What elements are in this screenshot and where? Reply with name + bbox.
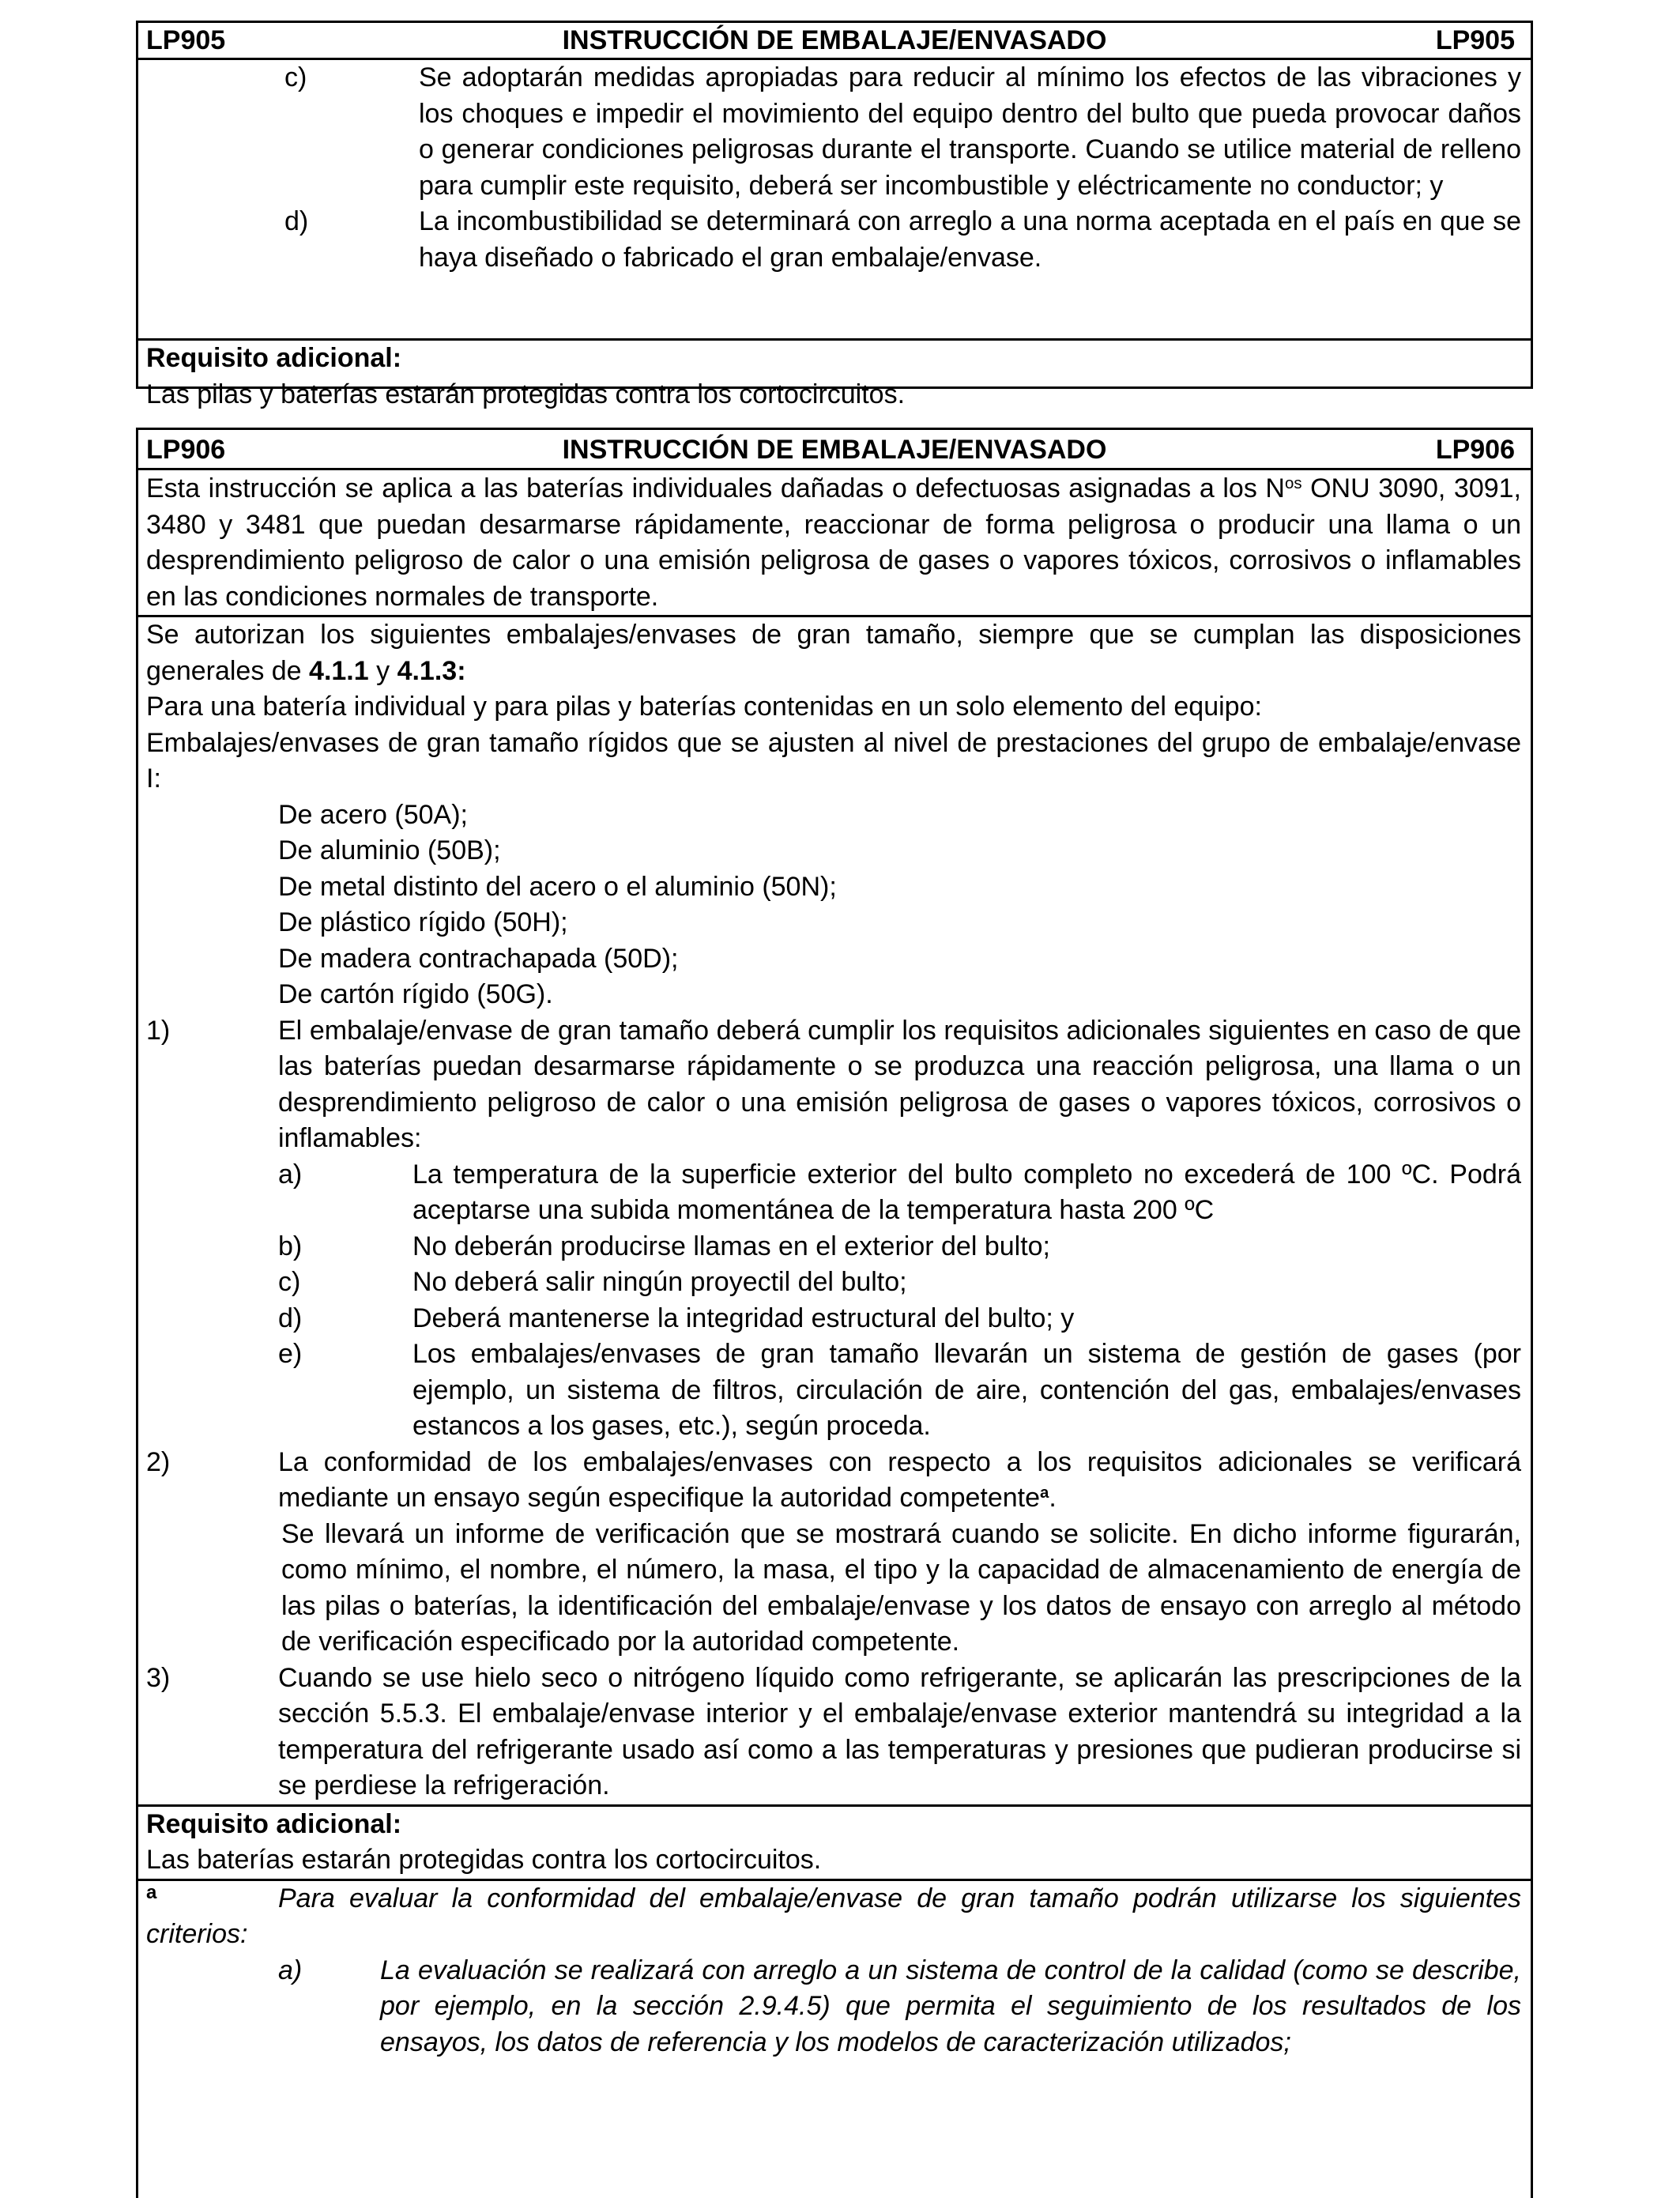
lp905-code-right: LP905: [1435, 25, 1515, 55]
lp906-intro-b: ONU 3090, 3091, 3480 y 3481 que puedan desarmarse rápidamente, reaccionar de forma peligrosa o producir una llama o un desprendimiento peligroso de calor o una emisión peligrosa de gases o vapores tóxicos, corrosivos o inflamables en las condiciones normales de transporte.: [146, 473, 1521, 612]
lp906-req1-d-text: Deberá mantenerse la integridad estructural del bulto; y: [412, 1303, 1075, 1333]
lp905-item-d-text: La incombustibilidad se determinará con arreglo a una norma aceptada en el país en que se haya diseñado o fabricado el gran embalaje/envase.: [419, 206, 1521, 273]
lp906-footnote-item-a-text: La evaluación se realizará con arreglo a un sistema de control de la calidad (como se describe, por ejemplo, en la sección 2.9.4.5) que permita el seguimiento de los resultados de los ensayos, los datos de referencia y los modelos de caracterización utilizados;: [380, 1955, 1521, 2057]
lp906-req2-label: 2): [146, 1446, 171, 1477]
lp906-req1-e-label: e): [278, 1339, 303, 1369]
lp905-item-d: [146, 204, 1521, 276]
lp906-req1-d: [278, 1301, 1521, 1337]
lp906-intro: [138, 470, 1531, 615]
lp906-auth-and: y: [368, 655, 397, 686]
lp905-table: [136, 21, 1533, 409]
lp906-req1-a-label: a): [278, 1159, 303, 1189]
lp906-req1-b-text: No deberán producirse llamas en el exterior del bulto;: [412, 1231, 1051, 1261]
lp905-title: INSTRUCCIÓN DE EMBALAJE/ENVASADO: [562, 25, 1107, 55]
lp906-req1-d-label: d): [278, 1303, 303, 1333]
lp906-auth-text: Se autorizan los siguientes embalajes/envases de gran tamaño, siempre que se cumplan las disposiciones generales de: [146, 620, 1521, 686]
lp905-additional-text: Las pilas y baterías estarán protegidas contra los cortocircuitos.: [146, 379, 906, 409]
lp906-req1-a-text: La temperatura de la superficie exterior del bulto completo no excederá de 100 ºC. Podrá aceptarse una subida momentánea de la temperatura hasta 200 ºC: [412, 1159, 1521, 1225]
lp905-item-c-label: c): [284, 62, 307, 92]
lp906-auth-ref1: 4.1.1: [309, 655, 369, 686]
lp906-req1-label: 1): [146, 1015, 171, 1046]
lp906-req1-c-label: c): [278, 1267, 301, 1297]
lp905-additional: [138, 338, 1531, 413]
lp905-item-c-text: Se adoptarán medidas apropiadas para reducir al mínimo los efectos de las vibraciones y los choques e impedir el movimiento del equipo dentro del bulto que pueda provocar daños o generar condiciones peligrosas durante el transporte. Cuando se utilice material de relleno para cumplir este requisito, deberá ser incombustible y eléctricamente no conductor; y: [419, 62, 1521, 201]
lp906-req2: [146, 1445, 1521, 1661]
lp906-header: [138, 430, 1531, 470]
lp905-code-left: LP905: [146, 25, 226, 55]
lp906-req2-text: [278, 1445, 1521, 1517]
lp906-footnote-item-a-label: a): [278, 1955, 303, 1985]
lp905-header: [138, 23, 1531, 60]
lp905-items: [138, 60, 1531, 338]
lp906-material: De madera contrachapada (50D);: [278, 943, 679, 974]
lp906-req1: [146, 1013, 1521, 1445]
lp906-additional: [138, 1804, 1531, 1879]
lp905-item-d-label: d): [284, 206, 309, 236]
lp906-footnote-item-a: [146, 1953, 1521, 2061]
lp906-req3: [146, 1661, 1521, 1804]
lp906-single: Para una batería individual y para pilas y baterías contenidas en un solo elemento del equipo:: [146, 692, 1262, 722]
lp906-code-right: LP906: [1435, 435, 1515, 465]
lp906-req2-text-a: La conformidad de los embalajes/envases con respecto a los requisitos adicionales se verificará mediante un ensayo según especifique la autoridad competente: [278, 1446, 1521, 1513]
lp906-req1-c: [278, 1265, 1521, 1301]
lp906-material: De aluminio (50B);: [278, 835, 501, 865]
lp906-body: [138, 615, 1531, 1804]
lp906-req3-label: 3): [146, 1662, 171, 1693]
lp906-req2-end: .: [1049, 1483, 1057, 1513]
lp906-intro-sup: os: [1284, 475, 1302, 492]
lp906-req1-e: [278, 1337, 1521, 1445]
lp906-req2-footnote-ref: a: [1040, 1484, 1049, 1502]
lp906-authorized: [146, 617, 1521, 689]
lp906-req2-text2: Se llevará un informe de verificación que se mostrará cuando se solicite. En dicho informe figurarán, como mínimo, el nombre, el número, la masa, el tipo y la capacidad de almacenamiento de energía de las pilas o baterías, la identificación del embalaje/envase y los datos de ensayo con arreglo al método de verificación especificado por la autoridad competente.: [281, 1518, 1521, 1657]
lp906-title: INSTRUCCIÓN DE EMBALAJE/ENVASADO: [562, 435, 1107, 465]
lp906-footnote-mark: a: [146, 1881, 157, 1903]
lp906-material: De cartón rígido (50G).: [278, 979, 553, 1009]
lp906-rigid: Embalajes/envases de gran tamaño rígidos que se ajusten al nivel de prestaciones del grupo de embalaje/envase I:: [146, 727, 1521, 794]
lp906-footnote: [138, 1879, 1531, 2061]
lp906-additional-text: Las baterías estarán protegidas contra los cortocircuitos.: [146, 1845, 822, 1875]
lp906-materials: [146, 797, 1521, 1013]
lp906-req1-text: El embalaje/envase de gran tamaño deberá cumplir los requisitos adicionales siguientes en caso de que las baterías puedan desarmarse rápidamente o se produzca una reacción peligrosa, una llama o un desprendimiento peligroso de calor o una emisión peligrosa de gases o vapores tóxicos, corrosivos o inflamables:: [278, 1015, 1521, 1153]
lp906-material: De plástico rígido (50H);: [278, 907, 568, 937]
lp906-req3-text: Cuando se use hielo seco o nitrógeno líquido como refrigerante, se aplicarán las prescripciones de la sección 5.5.3. El embalaje/envase interior y el embalaje/envase exterior mantendrá su integridad a la temperatura del refrigerante usado así como a las temperaturas y presiones que pudieran producirse si se perdiese la refrigeración.: [278, 1662, 1521, 1800]
lp906-req1-b: [278, 1229, 1521, 1265]
lp906-req1-a: [278, 1157, 1521, 1229]
lp906-material: De acero (50A);: [278, 799, 468, 830]
lp906-additional-title: Requisito adicional:: [146, 1808, 402, 1839]
lp905-item-c: [146, 60, 1521, 204]
lp906-code-left: LP906: [146, 435, 226, 465]
lp906-table: [136, 428, 1533, 2198]
lp906-intro-a: Esta instrucción se aplica a las baterías individuales dañadas o defectuosas asignadas a los N: [146, 473, 1285, 503]
lp906-req1-c-text: No deberá salir ningún proyectil del bulto;: [412, 1267, 907, 1297]
lp905-additional-title: Requisito adicional:: [146, 343, 402, 373]
lp906-req1-e-text: Los embalajes/envases de gran tamaño llevarán un sistema de gestión de gases (por ejemplo, un sistema de filtros, circulación de aire, contención del gas, embalajes/envases estancos a los gases, etc.), según proceda.: [412, 1339, 1521, 1441]
lp906-req1-b-label: b): [278, 1231, 303, 1261]
lp906-material: De metal distinto del acero o el aluminio (50N);: [278, 871, 837, 902]
lp906-auth-ref2: 4.1.3:: [397, 655, 466, 686]
lp906-footnote-text: Para evaluar la conformidad del embalaje/envase de gran tamaño podrán utilizarse los siguientes criterios:: [146, 1883, 1521, 1949]
lp906-footnote-intro: [146, 1881, 1521, 1953]
